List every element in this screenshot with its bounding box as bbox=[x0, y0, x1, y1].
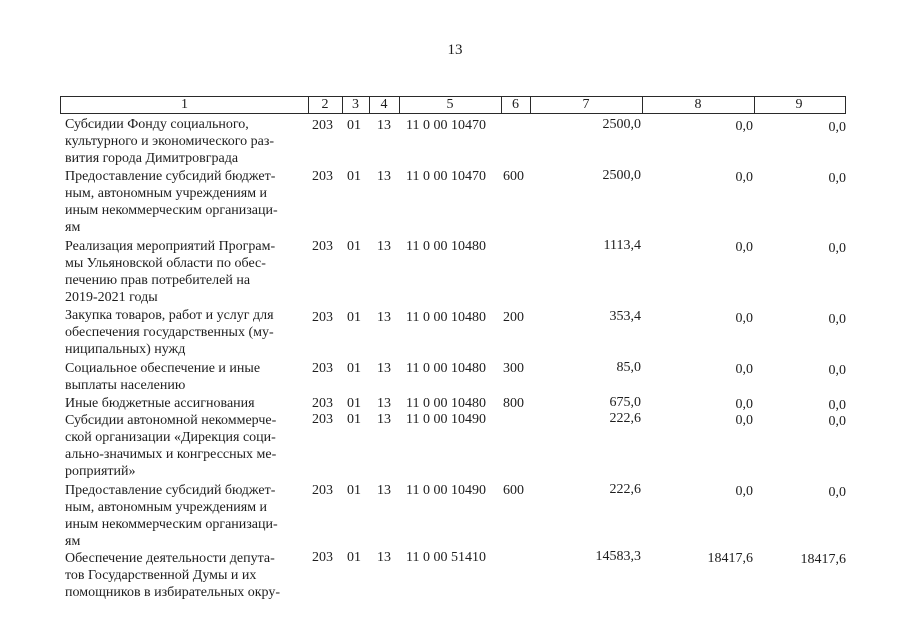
description-line: Предоставление субсидий бюджет- bbox=[65, 169, 276, 184]
cell-target-article: 11 0 00 10470 bbox=[406, 118, 486, 133]
cell-amount-2: 0,0 bbox=[735, 240, 753, 255]
description-line: ской организации «Дирекция соци- bbox=[65, 430, 276, 445]
cell-amount-2: 0,0 bbox=[735, 397, 753, 412]
description-line: ально-значимых и конгрессных ме- bbox=[65, 447, 277, 462]
description-line: вития города Димитровграда bbox=[65, 151, 239, 166]
cell-target-article: 11 0 00 10490 bbox=[406, 412, 486, 427]
cell-amount-1: 222,6 bbox=[609, 482, 641, 497]
description-line: Предоставление субсидий бюджет- bbox=[65, 483, 276, 498]
description-line: ным, автономным учреждениям и bbox=[65, 500, 268, 515]
cell-description bbox=[65, 116, 303, 167]
cell-amount-2: 0,0 bbox=[735, 362, 753, 377]
cell-code: 203 bbox=[312, 550, 333, 565]
description-line: ниципальных) нужд bbox=[65, 342, 186, 357]
cell-amount-2: 18417,6 bbox=[707, 551, 753, 566]
cell-description bbox=[65, 307, 303, 358]
page-number: 13 bbox=[447, 42, 463, 58]
header-col-1: 1 bbox=[181, 97, 188, 112]
cell-amount-3: 0,0 bbox=[828, 120, 846, 135]
cell-code: 203 bbox=[312, 361, 333, 376]
cell-amount-1: 85,0 bbox=[616, 360, 641, 375]
description-line: печению прав потребителей на bbox=[65, 273, 251, 288]
cell-amount-3: 18417,6 bbox=[800, 552, 846, 567]
cell-description bbox=[65, 238, 303, 306]
cell-description bbox=[65, 550, 303, 601]
cell-target-article: 11 0 00 51410 bbox=[406, 550, 486, 565]
cell-amount-1: 14583,3 bbox=[595, 549, 641, 564]
description-line: Обеспечение деятельности депута- bbox=[65, 551, 275, 566]
header-col-3: 3 bbox=[352, 97, 359, 112]
header-col-8: 8 bbox=[694, 97, 702, 112]
cell-expense-type: 300 bbox=[503, 361, 524, 376]
cell-amount-1: 222,6 bbox=[609, 411, 641, 426]
header-col-9: 9 bbox=[795, 97, 803, 112]
cell-amount-1: 2500,0 bbox=[602, 168, 641, 183]
cell-subsection: 13 bbox=[377, 361, 391, 376]
cell-amount-3: 0,0 bbox=[828, 171, 846, 186]
cell-subsection: 13 bbox=[377, 118, 391, 133]
cell-expense-type: 600 bbox=[503, 483, 524, 498]
description-line: иным некоммерческим организаци- bbox=[65, 203, 278, 218]
cell-amount-2: 0,0 bbox=[735, 170, 753, 185]
header-col-2: 2 bbox=[321, 97, 329, 112]
cell-target-article: 11 0 00 10480 bbox=[406, 239, 486, 254]
description-line: выплаты населению bbox=[65, 378, 186, 393]
cell-target-article: 11 0 00 10490 bbox=[406, 483, 486, 498]
cell-target-article: 11 0 00 10480 bbox=[406, 310, 486, 325]
cell-target-article: 11 0 00 10480 bbox=[406, 361, 486, 376]
cell-amount-1: 353,4 bbox=[609, 309, 641, 324]
description-line: ям bbox=[65, 220, 81, 235]
cell-code: 203 bbox=[312, 483, 333, 498]
cell-code: 203 bbox=[312, 412, 333, 427]
cell-target-article: 11 0 00 10470 bbox=[406, 169, 486, 184]
cell-code: 203 bbox=[312, 118, 333, 133]
description-line: мы Ульяновской области по обес- bbox=[65, 256, 266, 271]
description-line: помощников в избирательных окру- bbox=[65, 585, 281, 600]
header-col-6: 6 bbox=[512, 97, 519, 112]
description-line: Социальное обеспечение и иные bbox=[65, 361, 261, 376]
cell-amount-2: 0,0 bbox=[735, 484, 753, 499]
cell-amount-1: 1113,4 bbox=[603, 238, 641, 253]
cell-section: 01 bbox=[347, 239, 361, 254]
cell-expense-type: 200 bbox=[503, 310, 524, 325]
cell-amount-2: 0,0 bbox=[735, 413, 753, 428]
cell-amount-3: 0,0 bbox=[828, 241, 846, 256]
cell-section: 01 bbox=[347, 361, 361, 376]
description-line: обеспечения государственных (му- bbox=[65, 325, 274, 340]
cell-amount-2: 0,0 bbox=[735, 311, 753, 326]
header-col-4: 4 bbox=[380, 97, 388, 112]
cell-code: 203 bbox=[312, 239, 333, 254]
cell-section: 01 bbox=[347, 118, 361, 133]
cell-description bbox=[65, 395, 303, 412]
cell-section: 01 bbox=[347, 169, 361, 184]
cell-subsection: 13 bbox=[377, 169, 391, 184]
description-line: роприятий» bbox=[65, 464, 136, 479]
cell-section: 01 bbox=[347, 550, 361, 565]
cell-section: 01 bbox=[347, 396, 361, 411]
cell-amount-1: 2500,0 bbox=[602, 117, 641, 132]
cell-expense-type: 800 bbox=[503, 396, 524, 411]
description-line: ям bbox=[65, 534, 81, 549]
description-line: Субсидии Фонду социального, bbox=[65, 117, 249, 132]
description-line: Закупка товаров, работ и услуг для bbox=[65, 308, 274, 323]
description-line: Реализация мероприятий Програм- bbox=[65, 239, 276, 254]
cell-amount-3: 0,0 bbox=[828, 398, 846, 413]
description-line: культурного и экономического раз- bbox=[65, 134, 275, 149]
cell-subsection: 13 bbox=[377, 412, 391, 427]
cell-code: 203 bbox=[312, 169, 333, 184]
cell-subsection: 13 bbox=[377, 483, 391, 498]
cell-target-article: 11 0 00 10480 bbox=[406, 396, 486, 411]
cell-amount-3: 0,0 bbox=[828, 485, 846, 500]
description-line: Субсидии автономной некоммерче- bbox=[65, 413, 277, 428]
cell-section: 01 bbox=[347, 310, 361, 325]
cell-expense-type: 600 bbox=[503, 169, 524, 184]
cell-section: 01 bbox=[347, 412, 361, 427]
description-line: тов Государственной Думы и их bbox=[65, 568, 257, 583]
cell-description bbox=[65, 168, 303, 236]
cell-description bbox=[65, 482, 303, 550]
cell-amount-2: 0,0 bbox=[735, 119, 753, 134]
description-line: ным, автономным учреждениям и bbox=[65, 186, 268, 201]
table-header bbox=[60, 96, 846, 114]
cell-code: 203 bbox=[312, 310, 333, 325]
cell-description bbox=[65, 360, 303, 394]
cell-description bbox=[65, 412, 303, 480]
description-line: иным некоммерческим организаци- bbox=[65, 517, 278, 532]
cell-code: 203 bbox=[312, 396, 333, 411]
cell-amount-1: 675,0 bbox=[609, 395, 641, 410]
description-line: 2019-2021 годы bbox=[65, 290, 158, 305]
cell-section: 01 bbox=[347, 483, 361, 498]
cell-subsection: 13 bbox=[377, 396, 391, 411]
header-col-5: 5 bbox=[446, 97, 454, 112]
cell-amount-3: 0,0 bbox=[828, 363, 846, 378]
cell-amount-3: 0,0 bbox=[828, 312, 846, 327]
description-line: Иные бюджетные ассигнования bbox=[65, 396, 255, 411]
cell-subsection: 13 bbox=[377, 239, 391, 254]
cell-subsection: 13 bbox=[377, 550, 391, 565]
cell-amount-3: 0,0 bbox=[828, 414, 846, 429]
header-col-7: 7 bbox=[582, 97, 590, 112]
cell-subsection: 13 bbox=[377, 310, 391, 325]
